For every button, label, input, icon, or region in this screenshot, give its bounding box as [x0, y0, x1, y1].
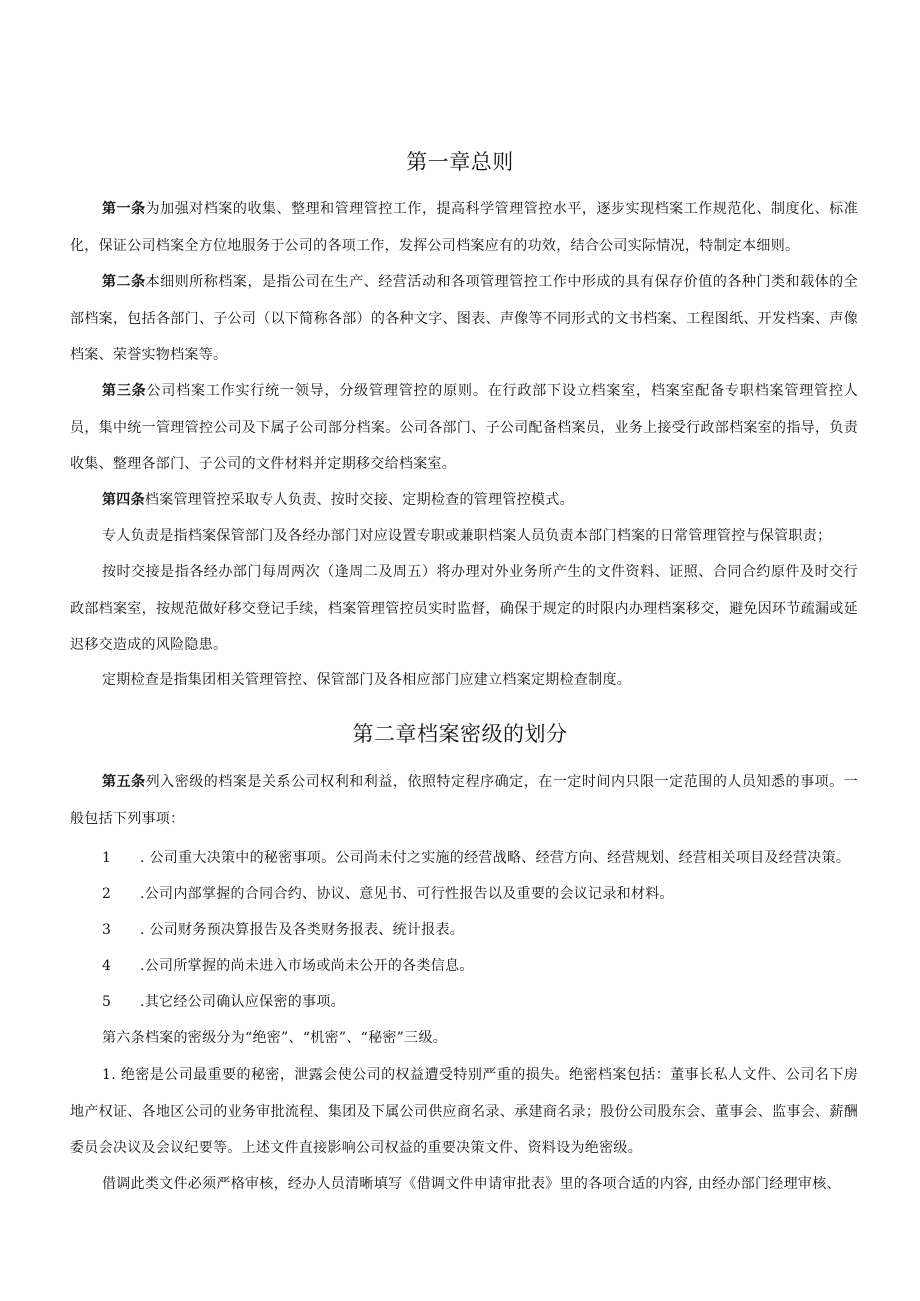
list-item-number: 2 — [102, 886, 112, 902]
paragraph-inspection: 定期检查是指集团相关管理管控、保管部门及各相应部门应建立档案定期检查制度。 — [102, 672, 632, 688]
article-number: 第三条 — [102, 383, 147, 399]
article-text: 为加强对档案的收集、整理和管理管控工作，提高科学管理管控水平，逐步实现档案工作规范化、制度化、标准化，保证公司档案全方位地服务于公司的各项工作，发挥公司档案应有的功效，结合公司实际情况，特制定本细则。 — [70, 201, 858, 254]
list-item — [102, 948, 862, 984]
article-4 — [70, 482, 858, 519]
list-item — [102, 984, 862, 1020]
article-2 — [70, 264, 858, 374]
paragraph-borrow: 借调此类文件必须严格审核，经办人员清晰填写《借调文件申请审批表》里的各项合适的内容, 由经办部门经理审核、 — [102, 1176, 841, 1192]
article-number: 第五条 — [102, 774, 146, 790]
list-item-number: 1 — [102, 850, 112, 866]
chapter-2-title: 第二章档案密级的划分 — [352, 722, 568, 746]
article-number: 第一条 — [102, 201, 146, 217]
paragraph-handover: 按时交接是指各经办部门每周两次（逢周二及周五）将办理对外业务所产生的文件资料、证照、合同合约原件及时交行政部档案室，按规范做好移交登记手续，档案管理管控员实时监督，确保于规定的时限内办理档案移交，避免因环节疏漏或延迟移交造成的风险隐患。 — [70, 564, 858, 653]
article-1 — [70, 191, 858, 264]
list-item — [102, 876, 862, 912]
paragraph-responsible: 专人负责是指档案保管部门及各经办部门对应设置专职或兼职档案人员负责本部门档案的日常管理管控与保管职责； — [102, 528, 832, 544]
list-item-number: 3 — [102, 922, 112, 938]
list-item — [102, 912, 862, 948]
list-item — [102, 840, 862, 876]
list-item-text: .公司所掌握的尚未进入市场或尚未公开的各类信息。 — [140, 958, 474, 974]
article-number: 第二条 — [102, 274, 146, 290]
article-3 — [70, 373, 858, 483]
list-item-number: 5 — [102, 994, 112, 1010]
list-item-text: . 公司重大决策中的秘密事项。公司尚未付之实施的经营战略、经营方向、经营规划、经营相关项目及经营决策。 — [140, 850, 851, 866]
list-item-number: 4 — [102, 958, 112, 974]
list-item-text: . 公司财务预决算报告及各类财务报表、统计报表。 — [140, 922, 465, 938]
list-item-text: .公司内部掌握的合同合约、协议、意见书、可行性报告以及重要的会议记录和材料。 — [140, 886, 674, 902]
article-text: 本细则所称档案，是指公司在生产、经营活动和各项管理管控工作中形成的具有保存价值的各种门类和载体的全部档案，包括各部门、子公司（以下简称各部）的各种文字、图表、声像等不同形式的文书档案、工程图纸、开发档案、声像档案、荣誉实物档案等。 — [70, 274, 858, 363]
chapter-1-title: 第一章总则 — [406, 150, 514, 174]
paragraph-top-secret: 1. 绝密是公司最重要的秘密，泄露会使公司的权益遭受特别严重的损失。绝密档案包括：董事长私人文件、公司名下房地产权证、各地区公司的业务审批流程、集团及下属公司供应商名录、承建商名录；股份公司股东会、董事会、监事会、薪酬委员会决议及会议纪要等。上述文件直接影响公司权益的重要决策文件、资料设为绝密级。 — [70, 1067, 858, 1156]
article-5 — [70, 764, 858, 837]
article-number: 第四条 — [102, 492, 145, 508]
article-text: 档案管理管控采取专人负责、按时交接、定期检查的管理管控模式。 — [144, 492, 574, 508]
list-item-text: .其它经公司确认应保密的事项。 — [140, 994, 345, 1010]
article-text: 列入密级的档案是关系公司权利和利益，依照特定程序确定，在一定时间内只限一定范围的人员知悉的事项。一般包括下列事项： — [70, 774, 858, 827]
article-6: 第六条档案的密级分为“绝密”、“机密”、“秘密”三级。 — [102, 1030, 448, 1046]
article-text: 公司档案工作实行统一领导，分级管理管控的原则。在行政部下设立档案室，档案室配备专职档案管理管控人员，集中统一管理管控公司及下属子公司部分档案。公司各部门、子公司配备档案员，业务上接受行政部档案室的指导，负责收集、整理各部门、子公司的文件材料并定期移交给档案室。 — [70, 383, 858, 472]
